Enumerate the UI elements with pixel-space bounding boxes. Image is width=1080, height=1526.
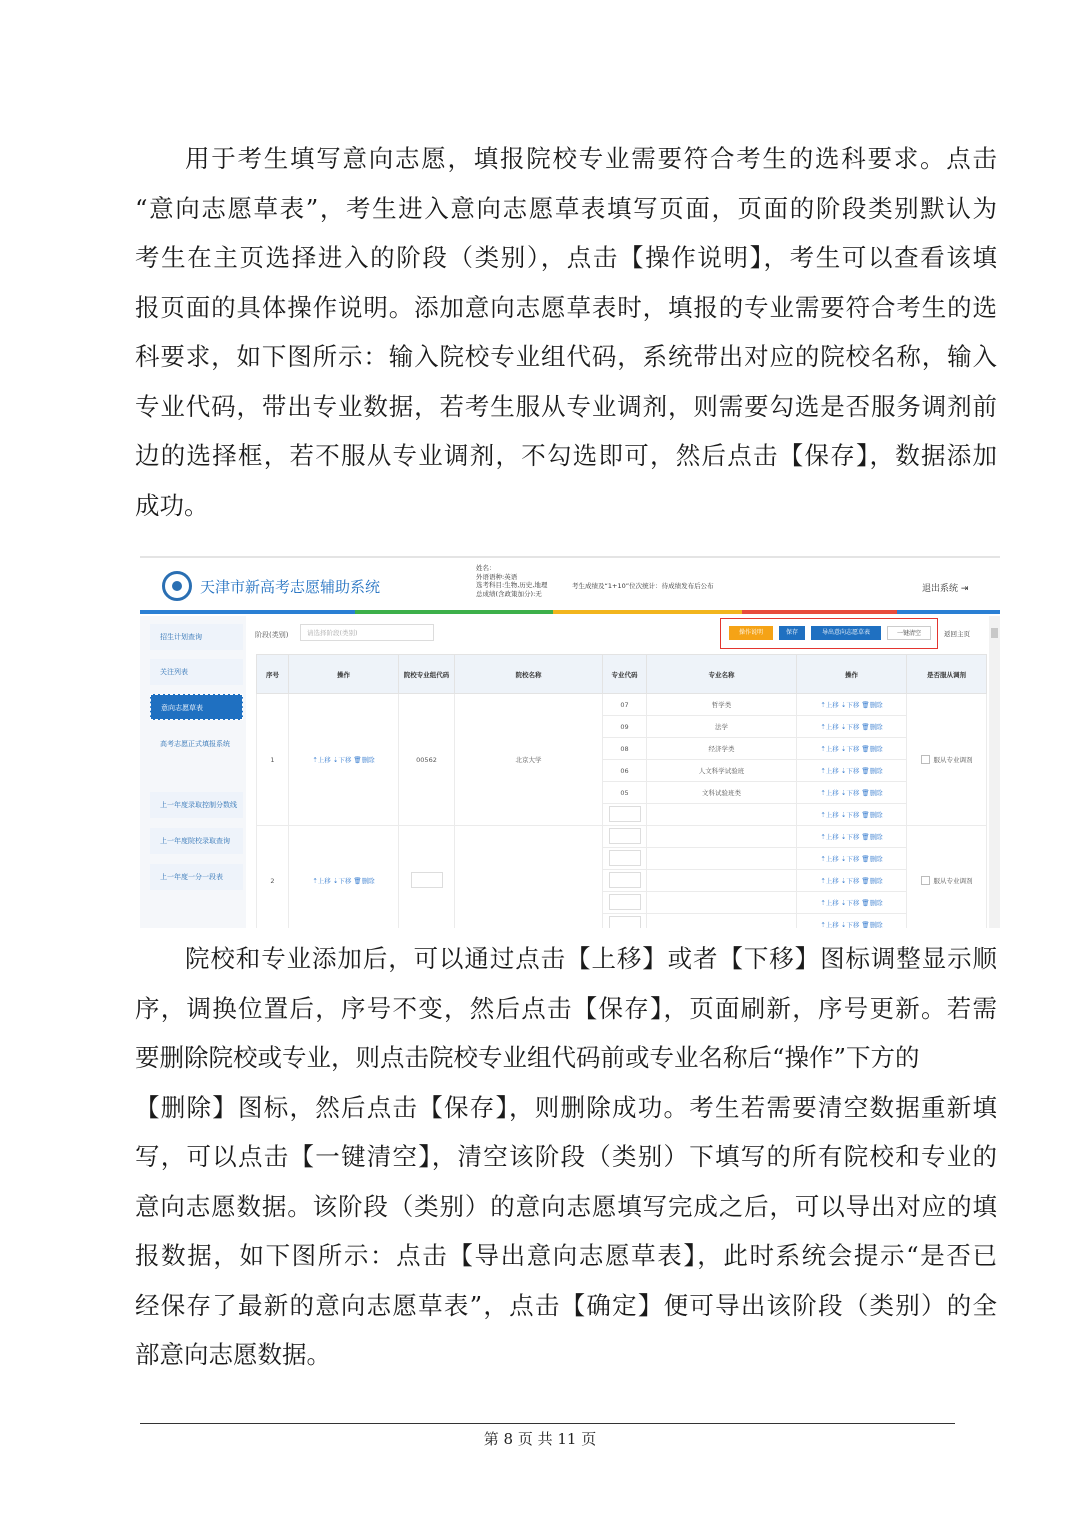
delete-button[interactable]: 🗑删除 (353, 877, 375, 885)
major-code-input[interactable] (609, 894, 641, 910)
major-name (647, 892, 797, 914)
delete-button[interactable]: 🗑删除 (861, 921, 883, 928)
move-down-button[interactable]: ⇣下移 (332, 756, 352, 764)
home-link[interactable]: 返回主页 (944, 630, 970, 638)
scrollbar-thumb[interactable] (991, 628, 998, 638)
text-line: 序，调换位置后，序号不变，然后点击【保存】，页面刷新，序号更新。若需 (135, 993, 997, 1023)
major-ops (797, 760, 907, 782)
adjust-label: 服从专业调剂 (933, 755, 973, 764)
move-down-button[interactable]: ⇣下移 (840, 855, 860, 863)
major-code-cell[interactable] (603, 848, 647, 870)
group-code-cell[interactable] (399, 826, 455, 929)
major-name: 文科试验班类 (647, 782, 797, 804)
score-info: 考生成绩及“1+10”位次统计：待成绩发布后公布 (572, 582, 714, 590)
delete-button[interactable]: 🗑删除 (861, 899, 883, 907)
color-stripe (140, 610, 1000, 614)
major-ops (797, 738, 907, 760)
major-name: 哲学类 (647, 694, 797, 716)
column-header: 专业代码 (603, 655, 647, 694)
move-up-button[interactable]: ⇡上移 (820, 811, 839, 819)
table-row (257, 826, 987, 848)
table-row (257, 694, 987, 716)
major-name (647, 848, 797, 870)
filter-label: 阶段(类别) (255, 631, 289, 639)
adjust-label: 服从专业调剂 (933, 876, 973, 885)
major-ops (797, 782, 907, 804)
delete-button[interactable]: 🗑删除 (861, 723, 883, 731)
user-info-line: 姓名： (476, 564, 496, 572)
major-name: 经济学类 (647, 738, 797, 760)
major-code-cell[interactable] (603, 826, 647, 848)
school-name: 北京大学 (455, 694, 603, 826)
column-header: 序号 (257, 655, 289, 694)
major-code-cell[interactable]: 06 (603, 760, 647, 782)
embedded-screenshot (140, 556, 1000, 928)
text-line: 【删除】图标，然后点击【保存】，则删除成功。考生若需要清空数据重新填 (135, 1092, 997, 1122)
text-line: 边的选择框，若不服从专业调剂，不勾选即可，然后点击【保存】，数据添加 (135, 441, 997, 470)
move-up-button[interactable]: ⇡上移 (820, 723, 839, 731)
move-up-button[interactable]: ⇡上移 (820, 745, 839, 753)
major-code-cell[interactable]: 09 (603, 716, 647, 738)
major-name (647, 870, 797, 892)
stage-select[interactable]: 请选择阶段(类别) (300, 624, 434, 641)
adjust-checkbox[interactable] (921, 876, 930, 885)
move-up-button[interactable]: ⇡上移 (820, 921, 839, 928)
export-button[interactable]: 导出意向志愿草表 (811, 626, 881, 640)
user-info-line: 总成绩(含政策加分):无 (476, 589, 542, 598)
row-index: 1 (257, 694, 289, 826)
row-index: 2 (257, 826, 289, 929)
text-line: “意向志愿草表”，考生进入意向志愿草表填写页面，页面的阶段类别默认为 (135, 193, 997, 223)
text-line: 专业代码，带出专业数据，若考生服从专业调剂，则需要勾选是否服务调剂前 (135, 391, 997, 421)
clear-button[interactable]: 一键清空 (887, 626, 931, 640)
save-button[interactable]: 保存 (779, 626, 805, 640)
move-up-button[interactable]: ⇡上移 (820, 789, 839, 797)
major-code-cell[interactable] (603, 804, 647, 826)
sidebar-item-control-line[interactable]: 上一年度录取控制分数线 (150, 792, 243, 818)
adjust-cell (907, 826, 987, 929)
instructions-button[interactable]: 操作说明 (729, 626, 773, 640)
text-line: 成功。 (135, 490, 209, 520)
major-name (647, 826, 797, 848)
user-info-line: 外语语种:英语 (476, 572, 518, 581)
move-down-button[interactable]: ⇣下移 (332, 877, 352, 885)
text-line: 院校和专业添加后，可以通过点击【上移】或者【下移】图标调整显示顺 (185, 944, 997, 973)
major-code-input[interactable] (609, 850, 641, 866)
major-ops (797, 870, 907, 892)
column-header: 院校名称 (455, 655, 603, 694)
paragraph-1 (135, 134, 997, 530)
major-ops (797, 716, 907, 738)
sidebar-item-formal-system[interactable]: 高考志愿正式填报系统 (160, 740, 230, 748)
system-title: 天津市新高考志愿辅助系统 (200, 578, 381, 596)
group-ops (289, 694, 399, 826)
sidebar-item-watchlist[interactable]: 关注列表 (150, 659, 243, 685)
school-name (455, 826, 603, 929)
move-down-button[interactable]: ⇣下移 (840, 745, 860, 753)
text-line: 要删除院校或专业，则点击院校专业组代码前或专业名称后“操作”下方的 (135, 1043, 920, 1072)
footer-rule (140, 1423, 955, 1424)
major-code-input[interactable] (609, 806, 641, 822)
major-code-cell[interactable] (603, 914, 647, 929)
text-line: 科要求，如下图所示：输入院校专业组代码，系统带出对应的院校名称，输入 (135, 342, 997, 371)
major-ops (797, 694, 907, 716)
text-line: 考生在主页选择进入的阶段（类别），点击【操作说明】，考生可以查看该填 (135, 243, 997, 272)
move-up-button[interactable]: ⇡上移 (312, 877, 331, 885)
group-ops (289, 826, 399, 929)
text-line: 部意向志愿数据。 (135, 1340, 331, 1369)
move-up-button[interactable]: ⇡上移 (820, 877, 839, 885)
text-line: 写，可以点击【一键清空】，清空该阶段（类别）下填写的所有院校和专业的 (135, 1142, 997, 1171)
move-up-button[interactable]: ⇡上移 (820, 855, 839, 863)
major-code-input[interactable] (609, 872, 641, 888)
text-line: 经保存了最新的意向志愿草表”，点击【确定】便可导出该阶段（类别）的全 (135, 1290, 997, 1320)
sidebar-item-draft[interactable]: 意向志愿草表 (150, 694, 243, 720)
group-code-cell[interactable]: 00562 (399, 694, 455, 826)
sidebar-item-score-table[interactable]: 上一年度一分一段表 (150, 864, 243, 890)
scrollbar[interactable] (989, 616, 1000, 928)
delete-button[interactable]: 🗑删除 (861, 789, 883, 797)
logo-icon (162, 571, 192, 601)
move-up-button[interactable]: ⇡上移 (820, 767, 839, 775)
major-code-cell[interactable] (603, 870, 647, 892)
move-up-button[interactable]: ⇡上移 (820, 701, 839, 709)
move-down-button[interactable]: ⇣下移 (840, 811, 860, 819)
major-name: 法学 (647, 716, 797, 738)
major-code-cell[interactable]: 05 (603, 782, 647, 804)
text-line: 用于考生填写意向志愿，填报院校专业需要符合考生的选科要求。点击 (185, 144, 997, 173)
major-code-input[interactable] (609, 828, 641, 844)
delete-button[interactable]: 🗑删除 (861, 767, 883, 775)
major-ops (797, 826, 907, 848)
column-header: 专业名称 (647, 655, 797, 694)
app-header (140, 558, 1000, 610)
text-line: 报数据，如下图所示：点击【导出意向志愿草表】，此时系统会提示“是否已 (135, 1241, 997, 1270)
major-code-input[interactable] (609, 916, 641, 929)
move-up-button[interactable]: ⇡上移 (820, 833, 839, 841)
logout-icon: ⇥ (960, 584, 969, 594)
move-down-button[interactable]: ⇣下移 (840, 723, 860, 731)
column-header: 院校专业组代码 (399, 655, 455, 694)
major-name: 人文科学试验班 (647, 760, 797, 782)
column-header: 是否服从调剂 (907, 655, 987, 694)
major-name (647, 804, 797, 826)
draft-table (256, 654, 987, 928)
sidebar-item-school-admission[interactable]: 上一年度院校录取查询 (150, 828, 243, 854)
major-code-cell[interactable]: 07 (603, 694, 647, 716)
paragraph-2 (135, 934, 997, 1380)
delete-button[interactable]: 🗑删除 (861, 745, 883, 753)
major-code-cell[interactable] (603, 892, 647, 914)
delete-button[interactable]: 🗑删除 (861, 855, 883, 863)
major-code-cell[interactable]: 08 (603, 738, 647, 760)
delete-button[interactable]: 🗑删除 (861, 877, 883, 885)
major-ops (797, 892, 907, 914)
column-header: 操作 (797, 655, 907, 694)
move-up-button[interactable]: ⇡上移 (820, 899, 839, 907)
group-code-input[interactable] (411, 872, 443, 888)
column-header: 操作 (289, 655, 399, 694)
major-ops (797, 914, 907, 929)
adjust-cell (907, 694, 987, 826)
move-down-button[interactable]: ⇣下移 (840, 701, 860, 709)
user-info-line: 选考科目:生物,历史,地理 (476, 581, 548, 589)
major-ops (797, 804, 907, 826)
move-down-button[interactable]: ⇣下移 (840, 833, 860, 841)
user-info (476, 564, 547, 598)
move-down-button[interactable]: ⇣下移 (840, 921, 860, 928)
text-line: 报页面的具体操作说明。添加意向志愿草表时，填报的专业需要符合考生的选 (135, 292, 997, 322)
move-down-button[interactable]: ⇣下移 (840, 789, 860, 797)
move-up-button[interactable]: ⇡上移 (312, 756, 331, 764)
move-down-button[interactable]: ⇣下移 (840, 767, 860, 775)
delete-button[interactable]: 🗑删除 (861, 833, 883, 841)
adjust-checkbox[interactable] (921, 755, 930, 764)
logout-link[interactable]: 退出系统 ⇥ (922, 584, 969, 594)
move-down-button[interactable]: ⇣下移 (840, 877, 860, 885)
delete-button[interactable]: 🗑删除 (861, 701, 883, 709)
sidebar-item-plan-query[interactable]: 招生计划查询 (150, 624, 243, 650)
move-down-button[interactable]: ⇣下移 (840, 899, 860, 907)
text-line: 意向志愿数据。该阶段（类别）的意向志愿填写完成之后，可以导出对应的填 (135, 1191, 997, 1221)
delete-button[interactable]: 🗑删除 (353, 756, 375, 764)
major-ops (797, 848, 907, 870)
major-name (647, 914, 797, 929)
page-number: 第 8 页 共 11 页 (483, 1430, 597, 1448)
delete-button[interactable]: 🗑删除 (861, 811, 883, 819)
